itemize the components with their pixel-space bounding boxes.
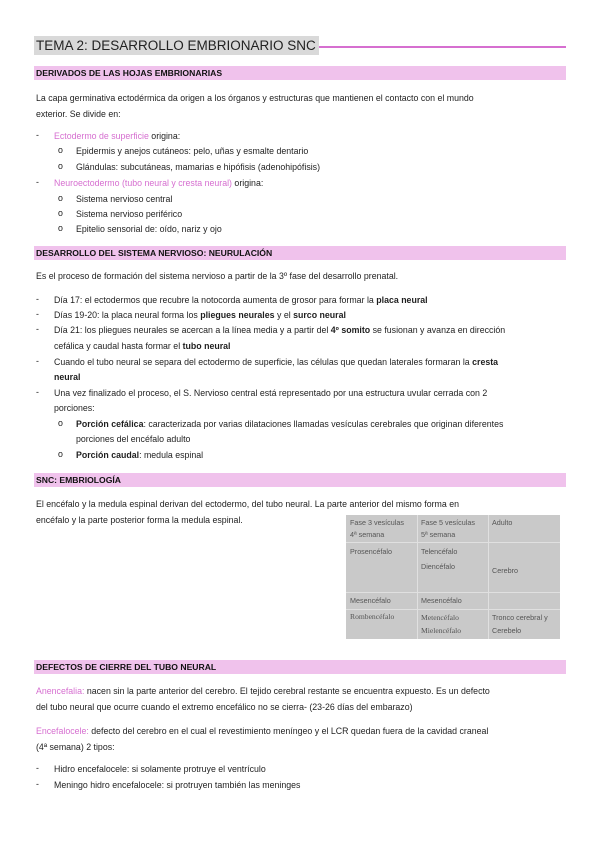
list-item: Epitelio sensorial de: oído, nariz y ojo [76, 224, 222, 234]
dash-bullet: - [36, 324, 39, 334]
paragraph [36, 723, 556, 739]
circle-bullet: o [58, 223, 63, 233]
table-cell: Rombencéfalo [350, 612, 395, 621]
text: : caracterizada por varias dilataciones llamadas vesículas cerebrales que originan diferentes [143, 419, 504, 429]
text: origina: [231, 178, 264, 188]
paragraph: La capa germinativa ectodérmica da origen a los órganos y estructuras que mantienen el contacto con el mundo [36, 93, 474, 103]
text: se fusionan y avanza en dirección [370, 325, 506, 335]
text: Día 21: los pliegues neurales se acercan a la línea media y a partir del [54, 325, 331, 335]
bold-term: Porción caudal [76, 450, 140, 460]
dash-bullet: - [36, 130, 39, 140]
table-cell: Tronco cerebral y [492, 613, 548, 622]
dash-bullet: - [36, 309, 39, 319]
bold-term: neural [54, 372, 81, 382]
table-cell: Mielencéfalo [421, 626, 462, 635]
circle-bullet: o [58, 208, 63, 218]
text: Días 19-20: la placa neural forma los [54, 310, 201, 320]
bold-term: cresta [472, 357, 499, 367]
table-cell: Mesencéfalo [350, 596, 391, 605]
section-heading-embriologia: SNC: EMBRIOLOGÍA [34, 473, 566, 487]
section-heading-defectos: DEFECTOS DE CIERRE DEL TUBO NEURAL [34, 660, 566, 674]
table-divider [417, 515, 418, 639]
paragraph: (4ª semana) 2 tipos: [36, 742, 115, 752]
dash-bullet: - [36, 294, 39, 304]
dash-bullet: - [36, 779, 39, 789]
list-item [54, 176, 263, 191]
list-item-continued [54, 339, 231, 354]
bold-term: surco neural [293, 310, 346, 320]
paragraph: exterior. Se divide en: [36, 109, 121, 119]
table-divider [488, 515, 489, 639]
list-item-continued: porciones del encéfalo adulto [76, 434, 191, 444]
list-item: Una vez finalizado el proceso, el S. Nervioso central está representado por una estructura uvular cerrada con 2 [54, 388, 488, 398]
bold-term: pliegues neurales [200, 310, 275, 320]
text: nacen sin la parte anterior del cerebro. El tejido cerebral restante se encuentra expuesto. Es un defecto [84, 686, 490, 696]
paragraph: del tubo neural que ocurre cuando el extremo encefálico no se cierra- (23-26 días del embarazo) [36, 702, 413, 712]
table-divider [346, 609, 560, 610]
table-header: Adulto [492, 518, 513, 527]
paragraph: El encéfalo y la medula espinal derivan del ectodermo, del tubo neural. La parte anterior del mismo forma en [36, 499, 459, 509]
table-cell: Prosencéfalo [350, 547, 392, 556]
list-item [76, 448, 203, 463]
bold-term: 4º somito [330, 325, 371, 335]
circle-bullet: o [58, 145, 63, 155]
table-cell: Metencéfalo [421, 613, 459, 622]
text: y el [274, 310, 294, 320]
list-item: Epidermis y anejos cutáneos: pelo, uñas y esmalte dentario [76, 146, 309, 156]
section-heading-derivados: DERIVADOS DE LAS HOJAS EMBRIONARIAS [34, 66, 566, 80]
dash-bullet: - [36, 177, 39, 187]
list-item [54, 293, 428, 308]
table-cell: Mesencéfalo [421, 596, 462, 605]
list-item [54, 355, 498, 370]
term: Ectodermo de superficie [54, 131, 149, 141]
table-cell: Cerebelo [492, 626, 522, 635]
text: Cuando el tubo neural se separa del ectodermo de superficie, las células que quedan laterales formaran la [54, 357, 473, 367]
circle-bullet: o [58, 449, 63, 459]
list-item: Sistema nervioso central [76, 194, 173, 204]
list-item: Glándulas: subcutáneas, mamarias e hipófisis (adenohipófisis) [76, 162, 320, 172]
list-item [54, 308, 346, 323]
list-item-continued [54, 370, 80, 385]
list-item: Hidro encefalocele: si solamente protruye el ventrículo [54, 764, 266, 774]
table-divider [346, 592, 560, 593]
table-header: Fase 5 vesículas [421, 518, 475, 527]
page-title: TEMA 2: DESARROLLO EMBRIONARIO SNC [34, 36, 319, 55]
term: Neuroectodermo (tubo neural y cresta neural) [54, 178, 232, 188]
paragraph: Es el proceso de formación del sistema nervioso a partir de la 3º fase del desarrollo prenatal. [36, 271, 399, 281]
section-heading-neurulacion: DESARROLLO DEL SISTEMA NERVIOSO: NEURULACIÓN [34, 246, 566, 260]
list-item [76, 417, 503, 432]
text: origina: [148, 131, 181, 141]
dash-bullet: - [36, 763, 39, 773]
circle-bullet: o [58, 161, 63, 171]
paragraph [36, 683, 556, 699]
text: defecto del cerebro en el cual el revestimiento meníngeo y el LCR quedan fuera de la cavidad craneal [88, 726, 489, 736]
table-header: Fase 3 vesículas [350, 518, 404, 527]
bold-term: tubo neural [182, 341, 231, 351]
list-item: Meningo hidro encefalocele: si protruyen también las meninges [54, 780, 301, 790]
dash-bullet: - [36, 356, 39, 366]
table-divider [346, 542, 560, 543]
text: : medula espinal [139, 450, 204, 460]
circle-bullet: o [58, 193, 63, 203]
table-cell: Diencéfalo [421, 562, 455, 571]
list-item [54, 129, 180, 144]
table-header: 4ª semana [350, 530, 385, 539]
term: Anencefalia: [36, 686, 85, 696]
list-item-continued: porciones: [54, 403, 95, 413]
list-item [54, 323, 505, 338]
text: cefálica y caudal hasta formar el [54, 341, 183, 351]
bold-term: placa neural [376, 295, 428, 305]
circle-bullet: o [58, 418, 63, 428]
dash-bullet: - [36, 387, 39, 397]
table-cell: Telencéfalo [421, 547, 458, 556]
vesicles-table [346, 515, 560, 639]
text: Día 17: el ectodermos que recubre la notocorda aumenta de grosor para formar la [54, 295, 377, 305]
page-title-block [34, 36, 566, 56]
term: Encefalocele: [36, 726, 89, 736]
bold-term: Porción cefálica [76, 419, 144, 429]
paragraph: encéfalo y la parte posterior forma la medula espinal. [36, 515, 243, 525]
table-header: 5ª semana [421, 530, 456, 539]
list-item: Sistema nervioso periférico [76, 209, 183, 219]
table-cell: Cerebro [492, 566, 518, 575]
